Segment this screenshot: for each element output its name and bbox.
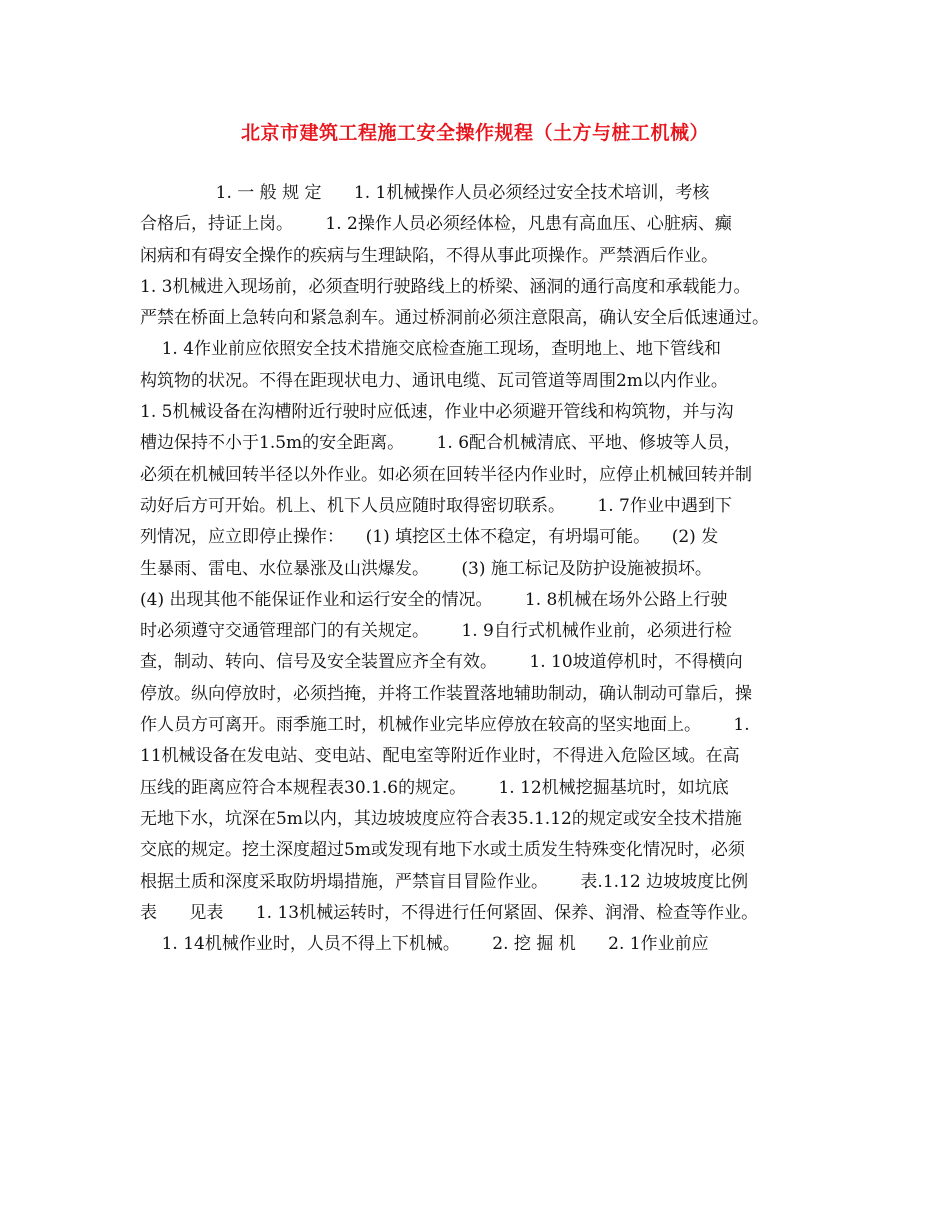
text-line: 槽边保持不小于1.5m的安全距离。 1. 6配合机械清底、平地、修坡等人员， bbox=[140, 433, 742, 454]
text-line: 压线的距离应符合本规程表30.1.6的规定。 1. 12机械挖掘基坑时，如坑底 bbox=[140, 777, 729, 798]
text-line: 1. 一 般 规 定 1. 1机械操作人员必须经过安全技术培训，考核 bbox=[140, 183, 710, 203]
text-line: 停放。纵向停放时，必须挡掩，并将工作装置落地辅助制动，确认制动可靠后，操 bbox=[140, 683, 752, 704]
text-line: 表 见表 1. 13机械运转时，不得进行任何紧固、保养、润滑、检查等作业。 bbox=[140, 902, 759, 923]
text-line: 时必须遵守交通管理部门的有关规定。 1. 9自行式机械作业前，必须进行检 bbox=[140, 621, 732, 642]
text-line: 1. 3机械进入现场前，必须查明行驶路线上的桥梁、涵洞的通行高度和承载能力。 bbox=[140, 276, 751, 297]
text-line: 闲病和有碍安全操作的疾病与生理缺陷，不得从事此项操作。严禁酒后作业。 bbox=[140, 245, 718, 266]
text-line: 11机械设备在发电站、变电站、配电室等附近作业时，不得进入危险区域。在高 bbox=[140, 746, 740, 767]
text-line: 1. 14机械作业时，人员不得上下机械。 2. 挖 掘 机 2. 1作业前应 bbox=[140, 934, 709, 955]
document-title: 北京市建筑工程施工安全操作规程（土方与桩工机械） bbox=[240, 122, 709, 144]
text-line: 作人员方可离开。雨季施工时，机械作业完毕应停放在较高的坚实地面上。 1. bbox=[140, 715, 750, 736]
text-line: 1. 5机械设备在沟槽附近行驶时应低速，作业中必须避开管线和构筑物，并与沟 bbox=[140, 402, 734, 423]
document-body bbox=[140, 178, 824, 960]
text-line: 1. 4作业前应依照安全技术措施交底检查施工现场，查明地上、地下管线和 bbox=[140, 339, 722, 360]
text-line: 生暴雨、雷电、水位暴涨及山洪爆发。 (3) 施工标记及防护设施被损坏。 bbox=[140, 558, 712, 579]
text-line: 严禁在桥面上急转向和紧急刹车。通过桥洞前必须注意限高，确认安全后低速通过。 bbox=[140, 308, 769, 329]
text-line: 根据土质和深度采取防坍塌措施，严禁盲目冒险作业。 表.1.12 边坡坡度比例 bbox=[140, 871, 749, 892]
text-line: 无地下水，坑深在5m以内，其边坡坡度应符合表35.1.12的规定或安全技术措施 bbox=[140, 808, 742, 829]
text-line: 交底的规定。挖土深度超过5m或发现有地下水或土质发生特殊变化情况时，必须 bbox=[140, 840, 745, 861]
text-line: 合格后，持证上岗。 1. 2操作人员必须经体检，凡患有高血压、心脏病、癫 bbox=[140, 214, 732, 235]
text-line: 动好后方可开始。机上、机下人员应随时取得密切联系。 1. 7作业中遇到下 bbox=[140, 495, 732, 516]
text-line: 查，制动、转向、信号及安全装置应齐全有效。 1. 10坡道停机时，不得横向 bbox=[140, 652, 743, 673]
text-line: 构筑物的状况。不得在距现状电力、通讯电缆、瓦司管道等周围2m以内作业。 bbox=[140, 370, 728, 391]
text-line: (4) 出现其他不能保证作业和运行安全的情况。 1. 8机械在场外公路上行驶 bbox=[140, 589, 728, 610]
text-line: 必须在机械回转半径以外作业。如必须在回转半径内作业时，应停止机械回转并制 bbox=[140, 464, 752, 485]
text-line: 列情况，应立即停止操作： (1) 填挖区土体不稳定，有坍塌可能。 (2) 发 bbox=[140, 527, 719, 548]
